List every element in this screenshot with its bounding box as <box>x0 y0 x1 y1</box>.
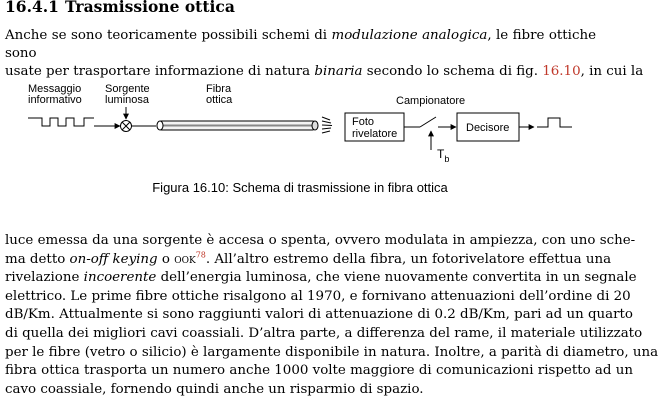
label-foto: Foto <box>352 116 375 128</box>
emph-binaria: binaria <box>314 64 363 79</box>
intro-line-1 <box>5 27 596 63</box>
text-run: , le fibre ottiche sono <box>5 28 596 61</box>
body-line-5: dB/Km. Attualmente si sono raggiunti valori di attenuazione di 0.2 dB/Km, pari ad un quarto <box>5 307 633 323</box>
body-line-2 <box>5 250 612 270</box>
label-messaggio-1: Messaggio <box>28 83 82 95</box>
text-run: Anche se sono teoricamente possibili schemi di <box>5 28 332 43</box>
modulator-symbol <box>121 121 132 132</box>
text-run: o <box>157 251 175 267</box>
transmission-diagram <box>0 76 600 176</box>
body-line-1: luce emessa da una sorgente è accesa o spenta, ovvero modulata in ampiezza, con uno sche- <box>5 233 636 248</box>
body-line-7: per le fibre (vetro o silicio) è largamente disponibile in natura. Inoltre, a parità di diametro, una <box>5 344 658 360</box>
sampler-switch <box>420 117 436 127</box>
label-tb: $T_b$ <box>437 147 450 164</box>
label-fibra-2: ottica <box>206 94 233 106</box>
label-campionatore: Campionatore <box>396 95 466 107</box>
text-run: rivelazione <box>5 270 84 286</box>
label-rivelatore: rivelatore <box>352 128 398 140</box>
input-square-wave <box>28 118 94 126</box>
label-messaggio-2: informativo <box>28 94 82 106</box>
emph-on-off-keying: on-off keying <box>69 251 158 267</box>
figure-caption: Figura 16.10: Schema di trasmissione in fibra ottica <box>152 180 448 195</box>
section-title: Trasmissione ottica <box>65 0 235 16</box>
body-line-8: fibra ottica trasporta un numero anche 1000 volte maggiore di comunicazioni rispetto ad un <box>5 363 633 379</box>
output-square-wave <box>537 118 572 127</box>
section-number: 16.4.1 <box>5 0 59 16</box>
footnote-marker[interactable]: 78 <box>195 250 206 260</box>
text-run: secondo lo schema di fig. <box>362 64 543 79</box>
body-line-9: cavo coassiale, fornendo quindi anche un risparmio di spazio. <box>5 381 424 397</box>
acronym-ook: ook <box>174 251 196 267</box>
body-line-6: di quella dei migliori cavi coassiali. D’altra parte, a differenza del rame, il materiale utilizzato <box>5 325 643 341</box>
body-line-3 <box>5 269 637 288</box>
text-run: usate per trasportare informazione di natura <box>5 64 315 79</box>
label-sorgente-1: Sorgente <box>105 83 150 95</box>
text-run: . All’altro estremo della fibra, un fotorivelatore effettua una <box>205 251 612 267</box>
light-rays <box>322 117 332 133</box>
label-sorgente-2: luminosa <box>105 94 150 106</box>
body-paragraph <box>5 232 658 399</box>
text-run: dell’energia luminosa, che viene nuovamente convertita in un segnale <box>156 270 637 286</box>
figure-reference-link[interactable]: 16.10 <box>542 64 581 79</box>
emph-modulazione-analogica: modulazione analogica <box>331 28 488 43</box>
text-run: ma detto <box>5 251 70 267</box>
body-line-4: elettrico. Le prime fibre ottiche risalgono al 1970, e fornivano attenuazioni dell’ordine di 20 <box>5 288 631 304</box>
section-heading <box>5 0 235 16</box>
fiber-tube <box>157 121 318 130</box>
label-fibra-1: Fibra <box>206 83 232 95</box>
intro-paragraph <box>5 27 644 81</box>
label-decisore: Decisore <box>466 122 510 134</box>
text-run: , in cui la <box>580 64 644 79</box>
emph-incoerente: incoerente <box>83 270 157 286</box>
